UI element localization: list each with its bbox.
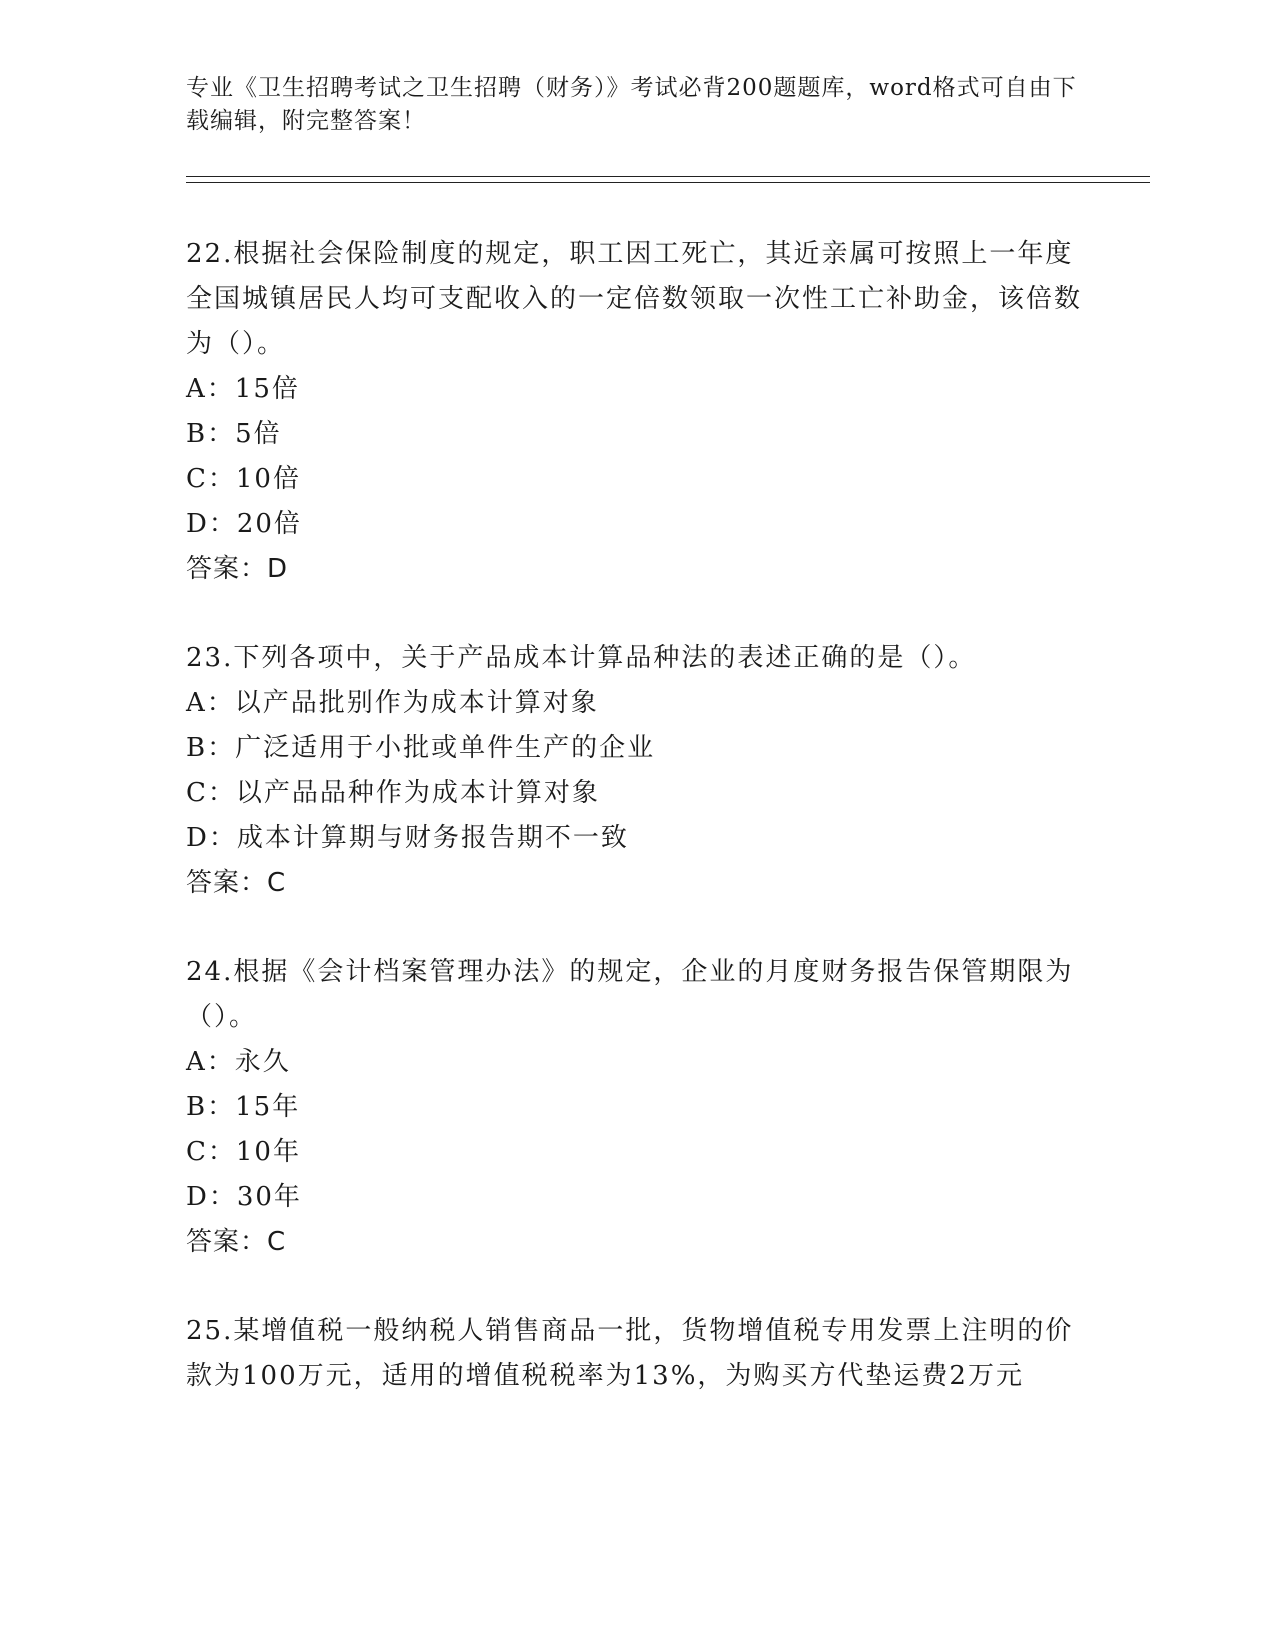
option-a: A：永久 xyxy=(186,1047,291,1077)
header-divider-bottom xyxy=(186,182,1150,183)
answer: 答案：C xyxy=(186,868,287,898)
option-b: B：广泛适用于小批或单件生产的企业 xyxy=(186,733,656,763)
header-divider-top xyxy=(186,176,1150,177)
option-a: A：15倍 xyxy=(186,374,300,404)
question-22 xyxy=(186,232,1096,592)
question-24 xyxy=(186,950,1096,1265)
question-stem: 24.根据《会计档案管理办法》的规定，企业的月度财务报告保管期限为（）。 xyxy=(186,957,1074,1032)
question-25 xyxy=(186,1309,1096,1399)
question-list xyxy=(186,232,1096,1443)
question-23 xyxy=(186,636,1096,906)
option-c: C：10年 xyxy=(186,1137,301,1167)
answer: 答案：C xyxy=(186,1227,287,1257)
option-c: C：以产品品种作为成本计算对象 xyxy=(186,778,600,808)
question-stem: 25.某增值税一般纳税人销售商品一批，货物增值税专用发票上注明的价款为100万元，适用的增值税税率为13%，为购买方代垫运费2万元 xyxy=(186,1316,1074,1391)
question-stem: 23.下列各项中，关于产品成本计算品种法的表述正确的是（）。 xyxy=(186,643,977,673)
question-stem: 22.根据社会保险制度的规定，职工因工死亡，其近亲属可按照上一年度全国城镇居民人均可支配收入的一定倍数领取一次性工亡补助金，该倍数为（）。 xyxy=(186,239,1083,359)
document-header: 专业《卫生招聘考试之卫生招聘（财务）》考试必背200题题库，word格式可自由下载编辑，附完整答案！ xyxy=(186,75,1077,134)
option-d: D：30年 xyxy=(186,1182,302,1212)
option-c: C：10倍 xyxy=(186,464,301,494)
option-a: A：以产品批别作为成本计算对象 xyxy=(186,688,599,718)
option-d: D：成本计算期与财务报告期不一致 xyxy=(186,823,629,853)
option-b: B：15年 xyxy=(186,1092,301,1122)
option-d: D：20倍 xyxy=(186,509,302,539)
answer: 答案：D xyxy=(186,554,289,584)
option-b: B：5倍 xyxy=(186,419,282,449)
